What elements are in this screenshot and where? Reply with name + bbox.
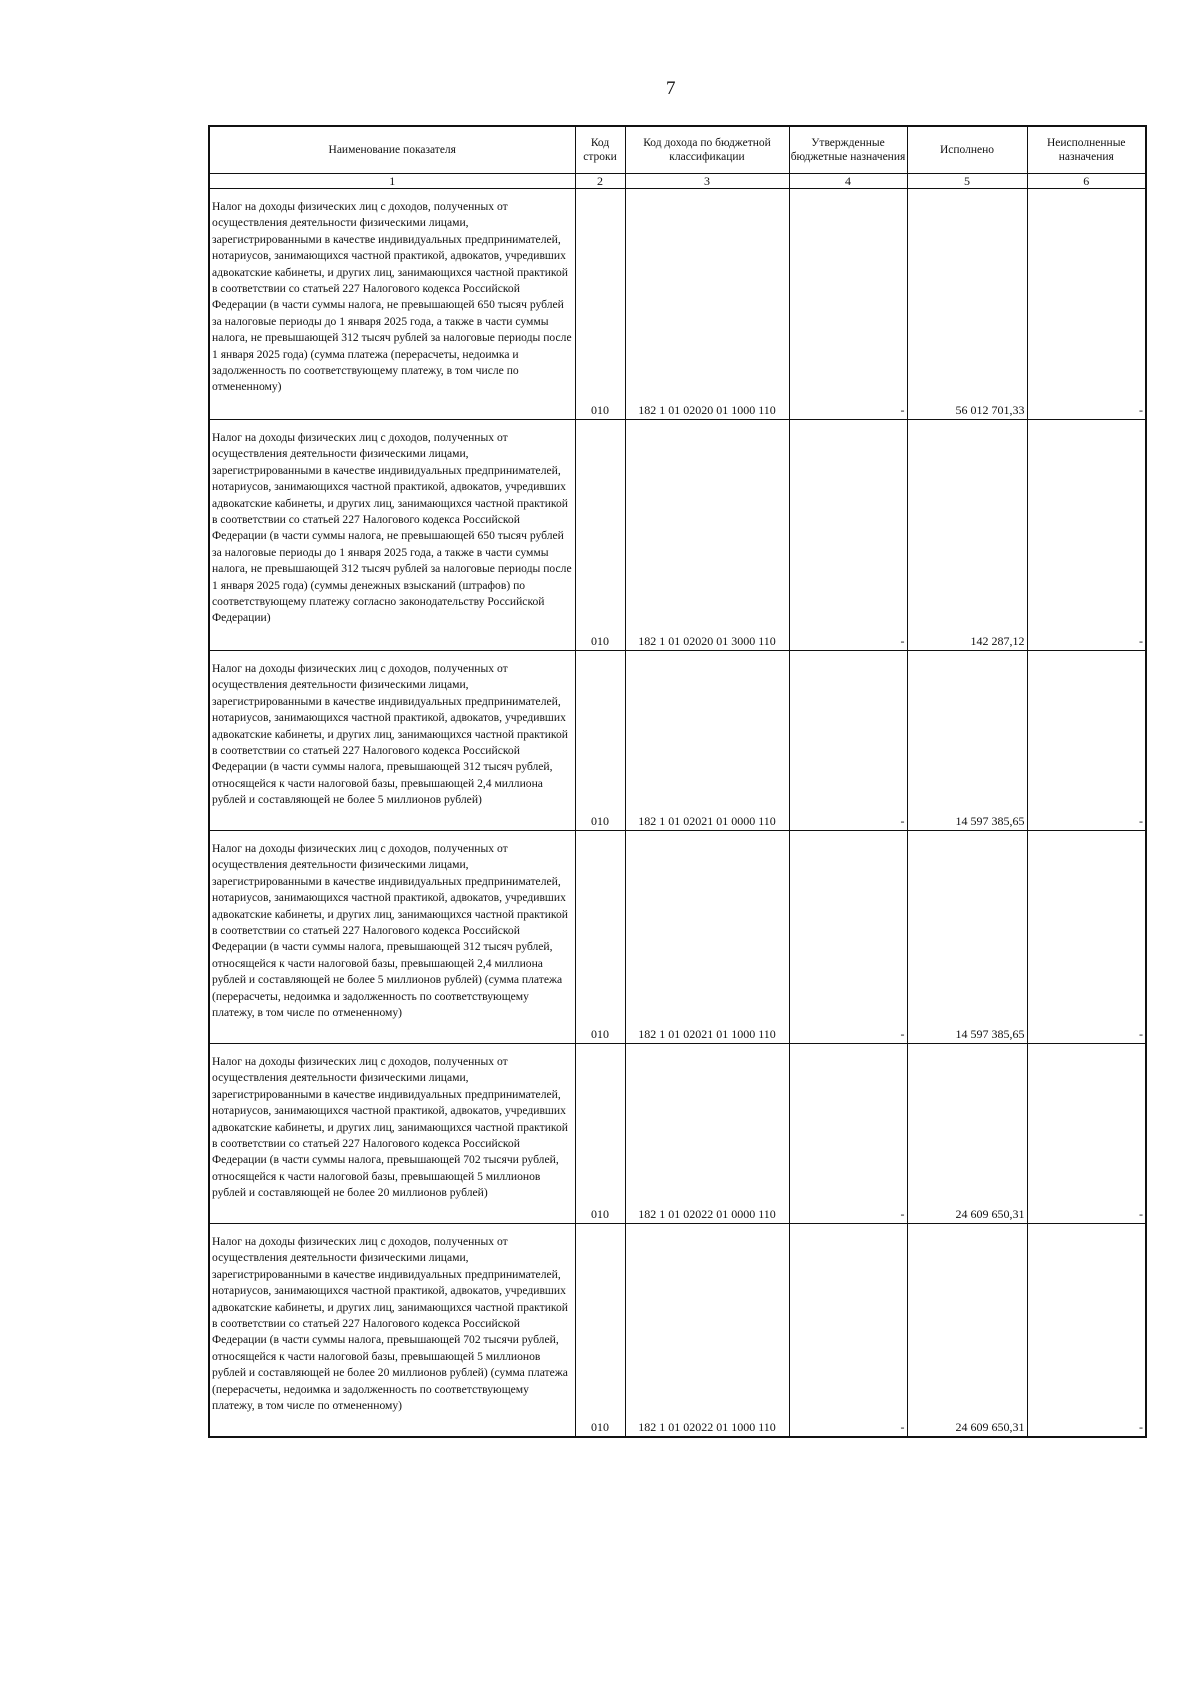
row-code: 010 bbox=[575, 1224, 625, 1437]
executed-value: 24 609 650,31 bbox=[907, 1044, 1027, 1224]
column-number: 5 bbox=[907, 174, 1027, 189]
header-row-code: Код строки bbox=[575, 126, 625, 174]
indicator-name: Налог на доходы физических лиц с доходов, полученных от осуществления деятельности физическими лицами, зарегистрированными в качестве индивидуальных предпринимателей, нотариусов, занимающихся частной практикой, адвокатов, учредивших адвокатские кабинеты, и других лиц, занимающихся частной практикой в соответствии со статьей 227 Налогового кодекса Российской Федерации (в части суммы налога, превышающей 702 тысячи рублей, относящейся к части налоговой базы, превышающей 5 миллионов рублей и составляющей не более 20 миллионов рублей) (сумма платежа (перерасчеты, недоимка и задолженность по соответствующему платежу, в том числе по отмененному) bbox=[209, 1224, 575, 1437]
indicator-name: Налог на доходы физических лиц с доходов, полученных от осуществления деятельности физическими лицами, зарегистрированными в качестве индивидуальных предпринимателей, нотариусов, занимающихся частной практикой, адвокатов, учредивших адвокатские кабинеты, и других лиц, занимающихся частной практикой в соответствии со статьей 227 Налогового кодекса Российской Федерации (в части суммы налога, не превышающей 650 тысяч рублей за налоговые периоды до 1 января 2025 года, а также в части суммы налога, не превышающей 312 тысяч рублей за налоговые периоды после 1 января 2025 года) (сумма платежа (перерасчеты, недоимка и задолженность по соответствующему платежу, в том числе по отмененному) bbox=[209, 189, 575, 420]
income-code: 182 1 01 02021 01 1000 110 bbox=[625, 831, 789, 1044]
unexecuted-value: - bbox=[1027, 1224, 1146, 1437]
income-code: 182 1 01 02020 01 1000 110 bbox=[625, 189, 789, 420]
column-number: 3 bbox=[625, 174, 789, 189]
income-code: 182 1 01 02021 01 0000 110 bbox=[625, 651, 789, 831]
approved-value: - bbox=[789, 1044, 907, 1224]
page-number: 7 bbox=[666, 78, 676, 99]
executed-value: 56 012 701,33 bbox=[907, 189, 1027, 420]
approved-value: - bbox=[789, 189, 907, 420]
approved-value: - bbox=[789, 420, 907, 651]
approved-value: - bbox=[789, 651, 907, 831]
executed-value: 14 597 385,65 bbox=[907, 831, 1027, 1044]
table-row bbox=[209, 651, 1146, 831]
unexecuted-value: - bbox=[1027, 189, 1146, 420]
unexecuted-value: - bbox=[1027, 1044, 1146, 1224]
header-executed: Исполнено bbox=[907, 126, 1027, 174]
income-code: 182 1 01 02020 01 3000 110 bbox=[625, 420, 789, 651]
header-unexecuted: Неисполненные назначения bbox=[1027, 126, 1146, 174]
indicator-name: Налог на доходы физических лиц с доходов, полученных от осуществления деятельности физическими лицами, зарегистрированными в качестве индивидуальных предпринимателей, нотариусов, занимающихся частной практикой, адвокатов, учредивших адвокатские кабинеты, и других лиц, занимающихся частной практикой в соответствии со статьей 227 Налогового кодекса Российской Федерации (в части суммы налога, превышающей 312 тысяч рублей, относящейся к части налоговой базы, превышающей 2,4 миллиона рублей и составляющей не более 5 миллионов рублей) (сумма платежа (перерасчеты, недоимка и задолженность по соответствующему платежу, в том числе по отмененному) bbox=[209, 831, 575, 1044]
executed-value: 142 287,12 bbox=[907, 420, 1027, 651]
table-row bbox=[209, 420, 1146, 651]
header-indicator-name: Наименование показателя bbox=[209, 126, 575, 174]
row-code: 010 bbox=[575, 1044, 625, 1224]
column-number: 4 bbox=[789, 174, 907, 189]
table-row bbox=[209, 1044, 1146, 1224]
indicator-name: Налог на доходы физических лиц с доходов, полученных от осуществления деятельности физическими лицами, зарегистрированными в качестве индивидуальных предпринимателей, нотариусов, занимающихся частной практикой, адвокатов, учредивших адвокатские кабинеты, и других лиц, занимающихся частной практикой в соответствии со статьей 227 Налогового кодекса Российской Федерации (в части суммы налога, не превышающей 650 тысяч рублей за налоговые периоды до 1 января 2025 года, а также в части суммы налога, не превышающей 312 тысяч рублей за налоговые периоды после 1 января 2025 года) (суммы денежных взысканий (штрафов) по соответствующему платежу согласно законодательству Российской Федерации) bbox=[209, 420, 575, 651]
row-code: 010 bbox=[575, 420, 625, 651]
column-number: 2 bbox=[575, 174, 625, 189]
header-row bbox=[209, 126, 1146, 174]
approved-value: - bbox=[789, 831, 907, 1044]
row-code: 010 bbox=[575, 831, 625, 1044]
executed-value: 24 609 650,31 bbox=[907, 1224, 1027, 1437]
table-row bbox=[209, 1224, 1146, 1437]
income-code: 182 1 01 02022 01 0000 110 bbox=[625, 1044, 789, 1224]
column-number: 6 bbox=[1027, 174, 1146, 189]
column-number-row bbox=[209, 174, 1146, 189]
unexecuted-value: - bbox=[1027, 651, 1146, 831]
table-row bbox=[209, 831, 1146, 1044]
unexecuted-value: - bbox=[1027, 831, 1146, 1044]
table-row bbox=[209, 189, 1146, 420]
column-number: 1 bbox=[209, 174, 575, 189]
unexecuted-value: - bbox=[1027, 420, 1146, 651]
indicator-name: Налог на доходы физических лиц с доходов, полученных от осуществления деятельности физическими лицами, зарегистрированными в качестве индивидуальных предпринимателей, нотариусов, занимающихся частной практикой, адвокатов, учредивших адвокатские кабинеты, и других лиц, занимающихся частной практикой в соответствии со статьей 227 Налогового кодекса Российской Федерации (в части суммы налога, превышающей 702 тысячи рублей, относящейся к части налоговой базы, превышающей 5 миллионов рублей и составляющей не более 20 миллионов рублей) bbox=[209, 1044, 575, 1224]
indicator-name: Налог на доходы физических лиц с доходов, полученных от осуществления деятельности физическими лицами, зарегистрированными в качестве индивидуальных предпринимателей, нотариусов, занимающихся частной практикой, адвокатов, учредивших адвокатские кабинеты, и других лиц, занимающихся частной практикой в соответствии со статьей 227 Налогового кодекса Российской Федерации (в части суммы налога, превышающей 312 тысяч рублей, относящейся к части налоговой базы, превышающей 2,4 миллиона рублей и составляющей не более 5 миллионов рублей) bbox=[209, 651, 575, 831]
budget-execution-table bbox=[208, 125, 1147, 1438]
executed-value: 14 597 385,65 bbox=[907, 651, 1027, 831]
approved-value: - bbox=[789, 1224, 907, 1437]
row-code: 010 bbox=[575, 651, 625, 831]
income-code: 182 1 01 02022 01 1000 110 bbox=[625, 1224, 789, 1437]
header-approved: Утвержденные бюджетные назначения bbox=[789, 126, 907, 174]
row-code: 010 bbox=[575, 189, 625, 420]
header-income-code: Код дохода по бюджетной классификации bbox=[625, 126, 789, 174]
